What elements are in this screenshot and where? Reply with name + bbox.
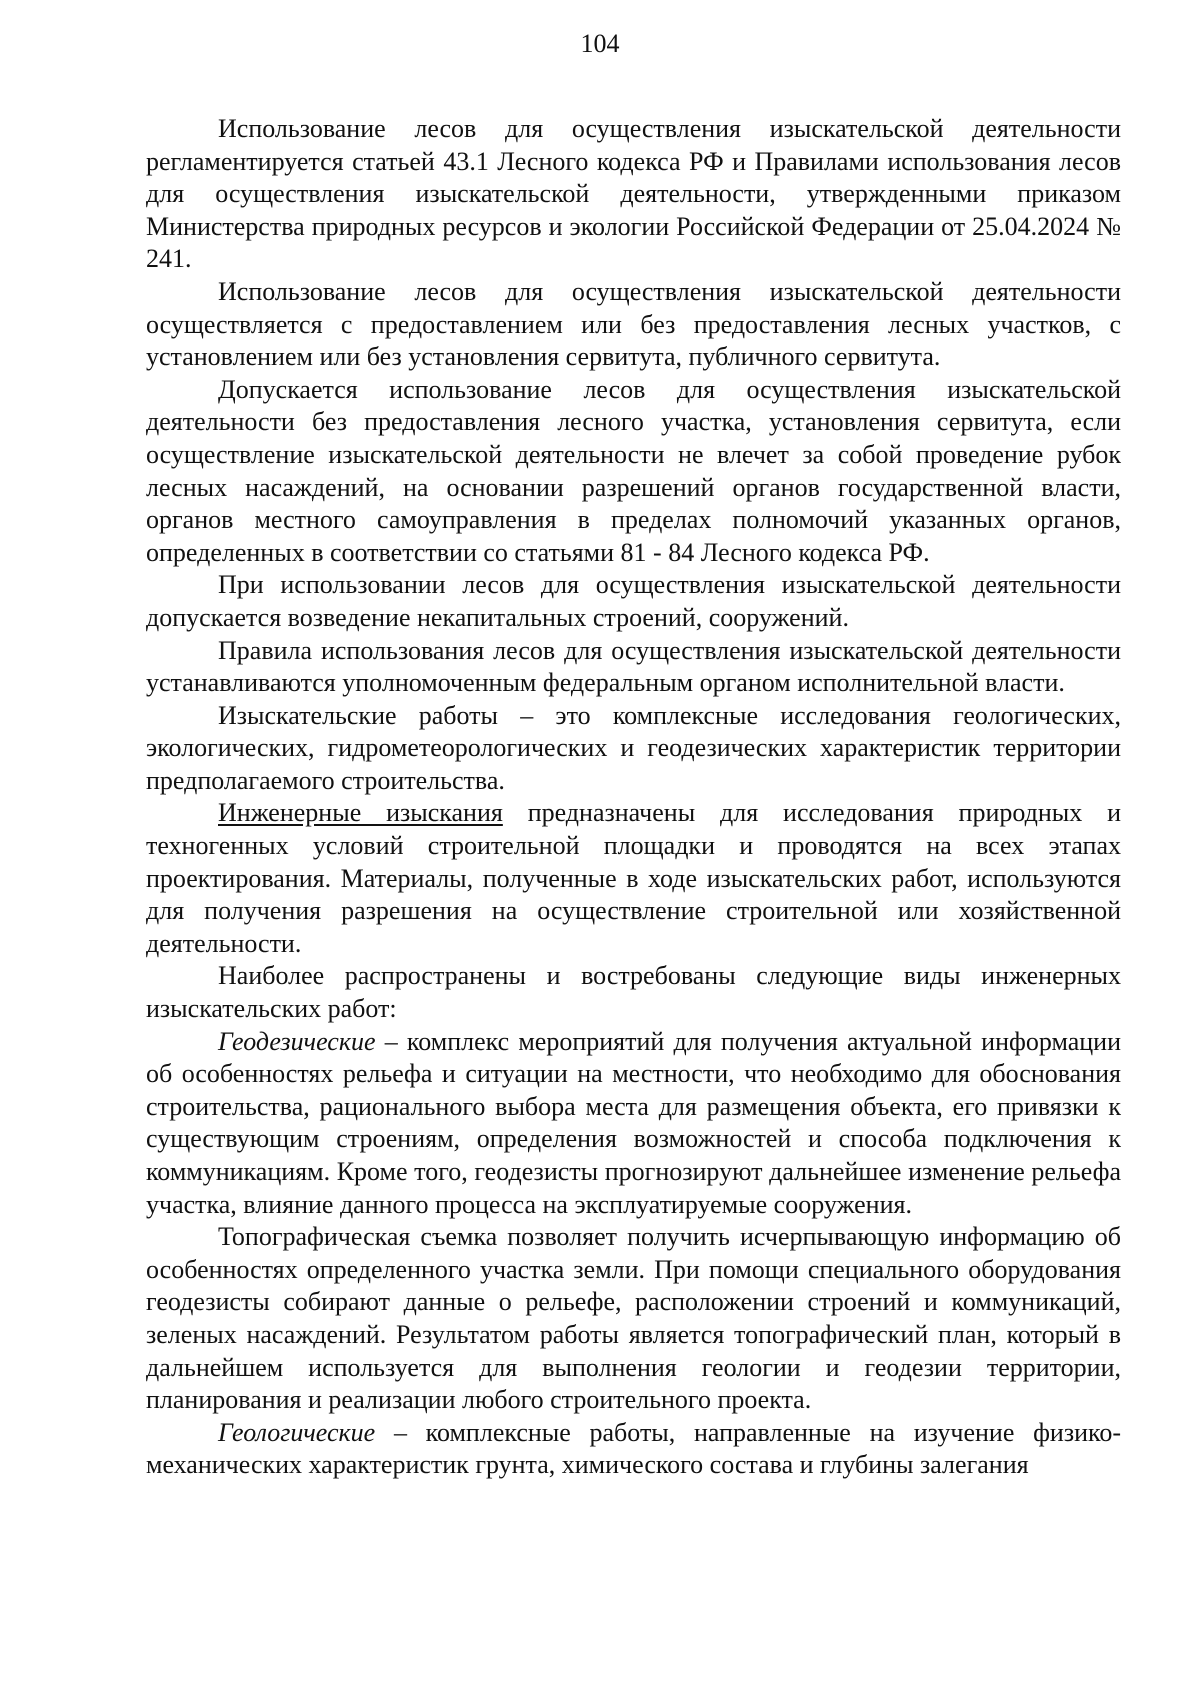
paragraph-text: Наиболее распространены и востребованы следующие виды инженерных изыскательских работ: [146, 961, 1121, 1024]
document-body [146, 113, 1121, 1482]
paragraph-geodetic [146, 1026, 1121, 1222]
paragraph-text: Изыскательские работы – это комплексные исследования геологических, экологических, гидрометеорологических и геодезических характеристик территории предполагаемого строительства. [146, 700, 1121, 795]
italic-term: Геодезические [218, 1026, 376, 1056]
paragraph-text: Топографическая съемка позволяет получить исчерпывающую информацию об особенностях определенного участка земли. При помощи специального оборудования геодезисты собирают данные о рельефе, расположении строений и коммуникаций, зеленых насаждений. Результатом работы является топографический план, который в дальнейшем используется для выполнения геологии и геодезии территории, планирования и реализации любого строительного проекта. [146, 1222, 1121, 1415]
paragraph-survey-types-intro [146, 960, 1121, 1025]
italic-term: Геологические [218, 1417, 376, 1447]
paragraph-forest-use-regulation [146, 113, 1121, 276]
paragraph-survey-definition [146, 700, 1121, 798]
paragraph-permitted-use [146, 374, 1121, 570]
paragraph-geological [146, 1417, 1121, 1482]
paragraph-engineering-surveys [146, 797, 1121, 960]
paragraph-text: – комплекс мероприятий для получения актуальной информации об особенностях рельефа и ситуации на местности, что необходимо для обоснования строительства, рационального выбора места для размещения объекта, его привязки к существующим строениям, определения возможностей и способа подключения к коммуникациям. Кроме того, геодезисты прогнозируют дальнейшее изменение рельефа участка, влияние данного процесса на эксплуатируемые сооружения. [146, 1026, 1121, 1219]
paragraph-rules-authority [146, 635, 1121, 700]
paragraph-temporary-structures [146, 569, 1121, 634]
paragraph-text: Правила использования лесов для осуществления изыскательской деятельности устанавливаются уполномоченным федеральным органом исполнительной власти. [146, 635, 1121, 698]
underlined-term: Инженерные изыскания [218, 798, 503, 828]
paragraph-topographic-survey [146, 1221, 1121, 1417]
paragraph-text: Допускается использование лесов для осуществления изыскательской деятельности без предоставления лесного участка, установления сервитута, если осуществление изыскательской деятельности не влечет за собой проведение рубок лесных насаждений, на основании разрешений органов государственной власти, органов местного самоуправления в пределах полномочий указанных органов, определенных в соответствии со статьями 81 - 84 Лесного кодекса РФ. [146, 374, 1121, 567]
paragraph-text: Использование лесов для осуществления изыскательской деятельности регламентируется статьей 43.1 Лесного кодекса РФ и Правилами использования лесов для осуществления изыскательской деятельности, утвержденными приказом Министерства природных ресурсов и экологии Российской Федерации от 25.04.2024 № 241. [146, 114, 1121, 274]
paragraph-text: – комплексные работы, направленные на изучение физико-механических характеристик грунта, химического состава и глубины залегания [146, 1417, 1121, 1480]
paragraph-text: При использовании лесов для осуществления изыскательской деятельности допускается возведение некапитальных строений, сооружений. [146, 570, 1121, 632]
paragraph-forest-use-plots [146, 276, 1121, 374]
page-number: 104 [580, 29, 620, 58]
paragraph-text: предназначены для исследования природных и техногенных условий строительной площадки и проводятся на всех этапах проектирования. Материалы, полученные в ходе изыскательских работ, используются для получения разрешения на осуществление строительной или хозяйственной деятельности. [146, 798, 1121, 958]
paragraph-text: Использование лесов для осуществления изыскательской деятельности осуществляется с предоставлением или без предоставления лесных участков, с установлением или без установления сервитута, публичного сервитута. [146, 276, 1121, 372]
